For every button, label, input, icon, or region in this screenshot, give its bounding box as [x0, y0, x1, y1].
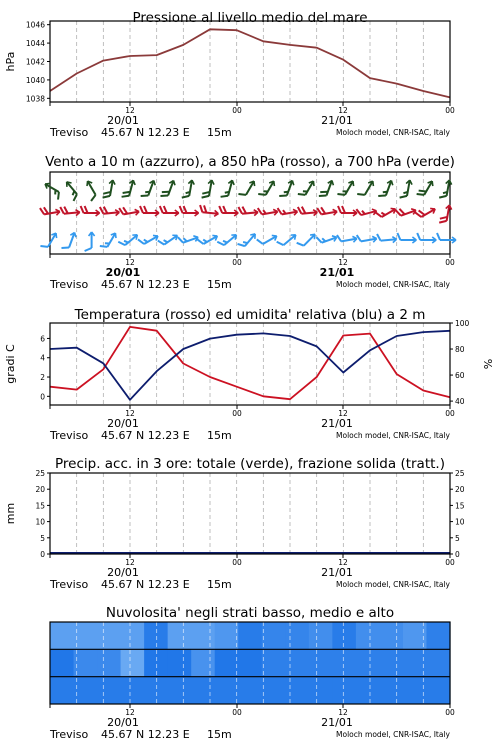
barb-feather [221, 194, 229, 199]
time-tick-label: 00 [445, 106, 455, 115]
model-credit: Moloch model, CNR-ISAC, Italy [336, 431, 450, 440]
wind-barb [397, 233, 416, 243]
cloud-cell [262, 649, 286, 676]
cloud-cell [121, 649, 145, 676]
time-tick-label: 12 [125, 409, 135, 418]
temperature-line [50, 327, 450, 399]
barb-feather [40, 207, 44, 214]
barb-feather [357, 234, 361, 241]
barb-feather [298, 191, 306, 197]
y-tick-label: 5 [40, 533, 45, 543]
time-tick-label: 00 [445, 409, 455, 418]
cloud-cell [332, 622, 356, 649]
time-tick-label: 12 [338, 258, 348, 267]
cloud-cell [191, 622, 215, 649]
y-axis-label: gradi C [4, 344, 17, 384]
barb-feather [60, 207, 64, 214]
barb-feather [164, 206, 167, 213]
wind-barb [298, 178, 316, 199]
cloud-cell [191, 677, 215, 704]
wind-barb [258, 205, 278, 218]
cloud-cell [144, 677, 168, 704]
barb-feather [400, 195, 407, 199]
y-tick-label-right: 0 [455, 550, 460, 559]
wind-barb [377, 232, 397, 244]
date-label: 21/01 [321, 114, 353, 127]
barb-shaft [125, 235, 137, 245]
wind-barb [140, 206, 159, 216]
barb-feather [439, 195, 446, 199]
time-tick-label: 12 [125, 258, 135, 267]
cloud-cell [97, 677, 121, 704]
panel-title-4: Precip. acc. in 3 ore: totale (verde), frazione solida (tratt.) [55, 456, 445, 472]
wind-barb [238, 178, 256, 199]
barb-feather [316, 236, 321, 244]
station-name: Treviso [50, 728, 89, 741]
wind-barb [257, 230, 278, 248]
cloud-cell [97, 649, 121, 676]
station-elevation: 15m [207, 126, 232, 139]
barb-feather [138, 238, 144, 246]
wind-barb [160, 206, 179, 216]
barb-feather [337, 191, 345, 197]
station-coords: 45.67 N 12.23 E [101, 728, 190, 741]
wind-barb [118, 229, 139, 249]
barb-feather [258, 191, 266, 197]
y-tick-label: 0 [40, 392, 45, 402]
barb-feather [357, 191, 365, 197]
y-tick-label-right: 100 [455, 319, 470, 328]
barb-feather [184, 206, 187, 213]
y-tick-label: 1046 [25, 20, 45, 30]
wind-barb [199, 205, 219, 217]
station-coords: 45.67 N 12.23 E [101, 429, 190, 442]
wind-barb [178, 231, 199, 247]
wind-barb [221, 178, 236, 199]
wind-barb [319, 178, 335, 199]
wind-barb [103, 179, 116, 199]
barb-feather [238, 191, 246, 197]
cloud-cell [50, 649, 74, 676]
barb-feather [338, 206, 341, 213]
y-tick-label: 10 [35, 517, 45, 527]
wind-barb [42, 181, 63, 199]
y-tick-label: 1044 [25, 39, 45, 49]
y-tick-label-right: 5 [455, 533, 460, 543]
y-tick-label-right: 15 [455, 501, 465, 511]
wind-barb [337, 178, 355, 199]
y-tick-label: 1042 [25, 57, 45, 67]
barb-feather [199, 205, 203, 212]
barb-feather [178, 236, 183, 244]
station-coords: 45.67 N 12.23 E [101, 126, 190, 139]
wind-barb [100, 205, 120, 217]
y-tick-label: 0 [40, 550, 45, 559]
barb-feather [100, 207, 104, 214]
wind-barb [100, 230, 118, 251]
wind-barb [158, 230, 179, 249]
y-tick-label: 1040 [25, 75, 45, 85]
wind-barb [400, 179, 413, 199]
barb-feather [158, 239, 164, 246]
time-tick-label: 00 [232, 106, 242, 115]
station-elevation: 15m [207, 429, 232, 442]
barb-feather [437, 233, 440, 240]
wind-barb [279, 178, 295, 199]
station-coords: 45.67 N 12.23 E [101, 578, 190, 591]
cloud-cell [74, 622, 98, 649]
cloud-cell [238, 649, 262, 676]
barb-feather [417, 233, 420, 240]
wind-barb [85, 232, 95, 251]
cloud-cell [426, 622, 450, 649]
barb-feather [378, 193, 386, 198]
wind-barb [219, 206, 238, 216]
barb-feather [144, 206, 147, 213]
wind-barb [119, 205, 139, 218]
station-name: Treviso [50, 278, 89, 291]
panel-title-2: Vento a 10 m (azzurro), a 850 hPa (rosso), a 700 hPa (verde) [45, 154, 455, 170]
barb-feather [202, 195, 209, 199]
barb-feather [279, 193, 287, 198]
pressure-line [50, 29, 450, 97]
panel-title-1: Pressione al livello medio del mare [132, 10, 368, 26]
cloud-cell [426, 649, 450, 676]
cloud-cell [426, 677, 450, 704]
wind-barb [217, 229, 238, 249]
wind-barb [277, 229, 298, 249]
barb-feather [377, 234, 381, 241]
cloud-cell [50, 677, 74, 704]
barb-feather [258, 207, 262, 214]
station-elevation: 15m [207, 728, 232, 741]
station-elevation: 15m [207, 578, 232, 591]
wind-barb [61, 230, 77, 251]
model-credit: Moloch model, CNR-ISAC, Italy [336, 280, 450, 289]
time-tick-label: 12 [338, 708, 348, 717]
barb-shaft [224, 235, 236, 245]
station-name: Treviso [50, 578, 89, 591]
wind-barb [337, 232, 357, 245]
wind-barb [316, 231, 337, 247]
barb-feather [376, 211, 382, 219]
cloud-cell [215, 649, 239, 676]
wind-barb [81, 206, 100, 216]
barb-feather [85, 248, 92, 251]
station-elevation: 15m [207, 278, 232, 291]
model-credit: Moloch model, CNR-ISAC, Italy [336, 580, 450, 589]
barb-feather [119, 207, 123, 214]
date-label: 20/01 [107, 566, 139, 579]
cloud-cell [144, 622, 168, 649]
barb-shaft [67, 182, 77, 194]
time-tick-label: 12 [125, 708, 135, 717]
wind-barb [298, 205, 318, 217]
cloud-cell [309, 649, 333, 676]
y-tick-label: 6 [40, 334, 45, 344]
model-credit: Moloch model, CNR-ISAC, Italy [336, 128, 450, 137]
cloud-cell [97, 622, 121, 649]
y-tick-label: 20 [35, 485, 45, 495]
wind-barb [278, 205, 298, 218]
barb-feather [141, 193, 149, 198]
barb-feather [277, 240, 284, 247]
wind-barb [417, 233, 436, 243]
wind-barb [160, 178, 176, 199]
wind-barb [396, 204, 417, 220]
cloud-cell [379, 622, 403, 649]
cloud-cell [168, 677, 192, 704]
barb-shaft [245, 234, 255, 246]
wind-barb [238, 229, 258, 250]
barb-feather [439, 220, 446, 224]
wind-barb [376, 203, 397, 221]
cloud-cell [262, 622, 286, 649]
station-name: Treviso [50, 126, 89, 139]
wind-barb [356, 204, 377, 219]
y-tick-label-right: 20 [455, 485, 465, 495]
cloud-cell [168, 622, 192, 649]
cloud-cell [262, 677, 286, 704]
wind-barb [180, 206, 199, 216]
y-tick-label: 25 [35, 469, 45, 478]
cloud-cell [74, 649, 98, 676]
date-label: 21/01 [321, 716, 353, 729]
y-tick-label: 1038 [25, 94, 45, 104]
cloud-cell [379, 649, 403, 676]
barb-feather [40, 243, 48, 249]
barb-feather [342, 206, 345, 213]
time-tick-label: 00 [232, 558, 242, 567]
cloud-cell [379, 677, 403, 704]
wind-barb [138, 230, 159, 248]
cloud-cell [144, 649, 168, 676]
wind-barb [122, 178, 137, 199]
barb-feather [140, 206, 143, 213]
plot-frame-4 [50, 473, 450, 554]
cloud-cell [285, 677, 309, 704]
barb-feather [223, 206, 226, 213]
barb-feather [319, 193, 327, 198]
cloud-cell [309, 622, 333, 649]
time-tick-label: 00 [232, 258, 242, 267]
barb-feather [278, 207, 282, 214]
cloud-cell [238, 677, 262, 704]
panel-title-3: Temperatura (rosso) ed umidita' relativa (blu) a 2 m [74, 307, 426, 323]
cloud-cell [309, 677, 333, 704]
time-tick-label: 12 [338, 558, 348, 567]
wind-barb [238, 205, 258, 217]
barb-feather [298, 207, 302, 214]
barb-feather [55, 192, 61, 200]
barb-feather [81, 206, 84, 213]
y-tick-label-right: 10 [455, 517, 465, 527]
barb-feather [397, 233, 400, 240]
barb-feather [317, 207, 321, 214]
wind-barb [182, 179, 195, 199]
barb-feather [122, 194, 130, 199]
cloud-cell [121, 677, 145, 704]
y-tick-label: 4 [40, 353, 45, 363]
wind-barb [197, 230, 218, 248]
barb-feather [257, 238, 263, 246]
time-tick-label: 00 [232, 708, 242, 717]
barb-feather [337, 234, 341, 241]
wind-barb [437, 233, 456, 243]
time-tick-label: 12 [125, 106, 135, 115]
wind-barb [141, 178, 157, 199]
cloud-cell [356, 649, 380, 676]
wind-barb [415, 203, 436, 221]
plot-frame-1 [50, 21, 450, 102]
date-label: 21/01 [319, 266, 355, 279]
date-label: 21/01 [321, 566, 353, 579]
y-tick-label-right: 40 [455, 397, 465, 407]
date-label: 20/01 [107, 114, 139, 127]
barb-feather [238, 207, 242, 214]
cloud-cell [50, 622, 74, 649]
time-tick-label: 12 [338, 106, 348, 115]
cloud-cell [356, 622, 380, 649]
cloud-cell [191, 649, 215, 676]
time-tick-label: 00 [445, 708, 455, 717]
barb-feather [197, 238, 203, 246]
time-tick-label: 00 [445, 558, 455, 567]
wind-barb [61, 180, 81, 201]
time-tick-label: 00 [445, 258, 455, 267]
barb-feather [160, 193, 168, 198]
barb-feather [219, 206, 222, 213]
wind-barb [82, 180, 100, 201]
date-label: 20/01 [107, 716, 139, 729]
y-axis-label: mm [4, 502, 17, 525]
time-tick-label: 12 [338, 409, 348, 418]
cloud-cell [356, 677, 380, 704]
barb-feather [61, 245, 69, 250]
wind-barb [202, 179, 215, 199]
panel-title-5: Nuvolosita' negli strati basso, medio e alto [105, 605, 395, 621]
cloud-cell [121, 622, 145, 649]
y-tick-label: 2 [40, 373, 45, 383]
cloud-cell [332, 677, 356, 704]
y-tick-label: 15 [35, 501, 45, 511]
y-axis-label: hPa [4, 51, 17, 72]
cloud-cell [74, 677, 98, 704]
wind-barb [357, 178, 375, 199]
barb-shaft [304, 234, 315, 245]
cloud-cell [285, 649, 309, 676]
barb-feather [90, 195, 98, 201]
cloud-cell [168, 649, 192, 676]
wind-barb [258, 178, 276, 199]
wind-barb [417, 178, 435, 199]
date-label: 20/01 [105, 266, 141, 279]
station-name: Treviso [50, 429, 89, 442]
y-tick-label-right: 60 [455, 371, 465, 381]
time-tick-label: 00 [232, 409, 242, 418]
wind-barb [338, 206, 357, 216]
time-tick-label: 12 [125, 558, 135, 567]
model-credit: Moloch model, CNR-ISAC, Italy [336, 730, 450, 739]
barb-feather [297, 241, 304, 248]
wind-barb [378, 178, 394, 199]
y-axis-label-right: % [482, 358, 495, 370]
wind-barb [317, 205, 337, 218]
cloud-cell [285, 622, 309, 649]
barb-feather [160, 206, 163, 213]
barb-feather [180, 206, 183, 213]
y-tick-label-right: 80 [455, 345, 465, 355]
cloud-cell [215, 677, 239, 704]
date-label: 20/01 [107, 417, 139, 430]
barb-feather [182, 195, 189, 199]
barb-feather [85, 206, 88, 213]
cloud-cell [238, 622, 262, 649]
wind-barb [357, 232, 377, 245]
wind-barb [297, 229, 318, 250]
cloud-cell [215, 622, 239, 649]
station-coords: 45.67 N 12.23 E [101, 278, 190, 291]
cloud-cell [332, 649, 356, 676]
date-label: 21/01 [321, 417, 353, 430]
y-tick-label-right: 25 [455, 469, 465, 478]
